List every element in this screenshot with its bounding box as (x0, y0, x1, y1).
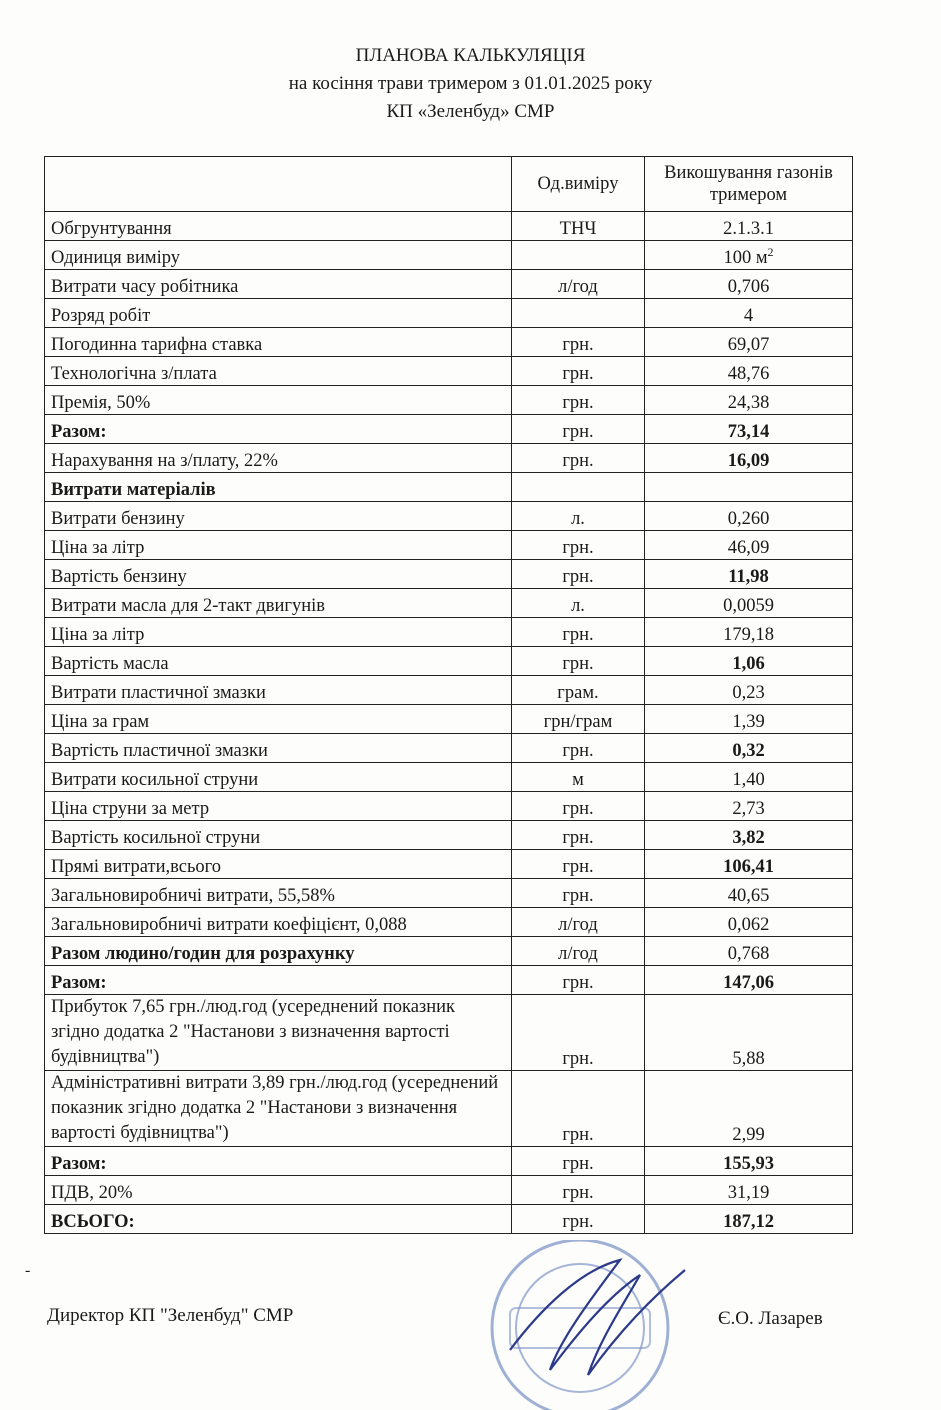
row-value (645, 879, 853, 908)
row-unit: грн. (512, 1176, 645, 1205)
row-label: Вартість масла (45, 647, 512, 676)
row-value (645, 589, 853, 618)
stamp-and-signature (470, 1240, 690, 1410)
table-row (45, 299, 853, 328)
row-label: Прямі витрати,всього (45, 850, 512, 879)
row-value-text: 1,40 (732, 770, 765, 790)
row-value-text: 1,06 (732, 654, 765, 674)
row-value-text: 100 м (723, 248, 768, 268)
table-row (45, 589, 853, 618)
row-value-text: 0,768 (727, 944, 770, 964)
row-label: Витрати пластичної змазки (45, 676, 512, 705)
row-value (645, 1071, 853, 1147)
row-unit: грн. (512, 1147, 645, 1176)
row-value-text: 2,73 (732, 799, 765, 819)
row-unit: л/год (512, 908, 645, 937)
row-value (645, 821, 853, 850)
row-unit: грн. (512, 328, 645, 357)
header-unit: Од.виміру (512, 157, 645, 212)
row-label: Технологічна з/плата (45, 357, 512, 386)
row-unit: грн. (512, 444, 645, 473)
row-value-text: 40,65 (727, 886, 770, 906)
row-value (645, 966, 853, 995)
row-value (645, 734, 853, 763)
row-unit (512, 241, 645, 270)
row-value (645, 415, 853, 444)
director-name: Є.О. Лазарев (718, 1308, 823, 1329)
table-row (45, 850, 853, 879)
row-label: Разом: (45, 1147, 512, 1176)
row-value (645, 212, 853, 241)
row-label: Одиниця виміру (45, 241, 512, 270)
row-unit: л. (512, 589, 645, 618)
row-label: Разом людино/годин для розрахунку (45, 937, 512, 966)
table-header-row (45, 157, 853, 212)
document-header (0, 42, 941, 126)
row-value (645, 995, 853, 1071)
row-value-text: 0,706 (727, 277, 770, 297)
table-row (45, 1205, 853, 1234)
row-value (645, 386, 853, 415)
table-row (45, 763, 853, 792)
row-unit (512, 299, 645, 328)
row-unit: грн. (512, 357, 645, 386)
row-value (645, 473, 853, 502)
table-row (45, 908, 853, 937)
row-unit: грам. (512, 676, 645, 705)
row-unit: ТНЧ (512, 212, 645, 241)
table-row (45, 1176, 853, 1205)
row-label: Ціна струни за метр (45, 792, 512, 821)
row-label: Витрати бензину (45, 502, 512, 531)
table-row (45, 241, 853, 270)
row-unit: грн/грам (512, 705, 645, 734)
row-unit: грн. (512, 560, 645, 589)
row-value-text: 147,06 (723, 973, 774, 993)
table-row (45, 879, 853, 908)
row-unit: грн. (512, 618, 645, 647)
row-value (645, 618, 853, 647)
page-subtitle: на косіння трави тримером з 01.01.2025 року (288, 73, 653, 94)
table-row (45, 676, 853, 705)
row-value-text: 46,09 (727, 538, 770, 558)
row-label: Розряд робіт (45, 299, 512, 328)
table-row (45, 937, 853, 966)
director-title: Директор КП "Зеленбуд" СМР (47, 1305, 294, 1326)
table-row (45, 502, 853, 531)
row-value-text: 106,41 (723, 857, 774, 877)
row-value (645, 502, 853, 531)
row-label: Загальновиробничі витрати, 55,58% (45, 879, 512, 908)
row-value (645, 270, 853, 299)
row-unit: грн. (512, 879, 645, 908)
row-value (645, 763, 853, 792)
row-value-text: 179,18 (723, 625, 774, 645)
table-row (45, 386, 853, 415)
table-row (45, 734, 853, 763)
row-value-text: 16,09 (727, 451, 770, 471)
row-label: Ціна за літр (45, 531, 512, 560)
table-row (45, 618, 853, 647)
calculation-table (44, 156, 853, 1234)
row-value (645, 560, 853, 589)
table-row (45, 444, 853, 473)
row-value-text: 69,07 (727, 335, 770, 355)
row-label: Премія, 50% (45, 386, 512, 415)
row-value-text: 2,99 (732, 1125, 765, 1145)
row-label: Вартість бензину (45, 560, 512, 589)
table-row (45, 531, 853, 560)
row-unit: л/год (512, 937, 645, 966)
row-unit: грн. (512, 1071, 645, 1147)
row-unit (512, 473, 645, 502)
row-value-text: 73,14 (727, 422, 770, 442)
page-title: ПЛАНОВА КАЛЬКУЛЯЦІЯ (355, 45, 586, 66)
row-value-text: 24,38 (727, 393, 770, 413)
row-value-text: 2.1.3.1 (723, 219, 774, 239)
row-value-text: 48,76 (727, 364, 770, 384)
row-value-text: 11,98 (728, 567, 769, 587)
header-value: Викошування газонів тримером (645, 157, 853, 212)
table-row (45, 212, 853, 241)
row-unit: грн. (512, 734, 645, 763)
row-unit: грн. (512, 821, 645, 850)
row-unit: л/год (512, 270, 645, 299)
row-unit: грн. (512, 531, 645, 560)
row-value (645, 299, 853, 328)
row-unit: грн. (512, 415, 645, 444)
table-row (45, 966, 853, 995)
row-value-text: 4 (743, 306, 754, 326)
row-value (645, 908, 853, 937)
header-empty-cell (45, 157, 512, 212)
signature-icon (510, 1260, 685, 1375)
row-value (645, 1176, 853, 1205)
row-value (645, 676, 853, 705)
row-value-text: 0,23 (732, 683, 765, 703)
row-value-text: 155,93 (723, 1154, 774, 1174)
row-label: Разом: (45, 966, 512, 995)
table-row (45, 328, 853, 357)
row-value (645, 705, 853, 734)
row-value-text: 31,19 (727, 1183, 770, 1203)
row-label: Загальновиробничі витрати коефіцієнт, 0,088 (45, 908, 512, 937)
table-row (45, 792, 853, 821)
row-value (645, 444, 853, 473)
row-value-text: 0,062 (727, 915, 770, 935)
row-label: ВСЬОГО: (45, 1205, 512, 1234)
row-label: Витрати матеріалів (45, 473, 512, 502)
table-row (45, 473, 853, 502)
table-row (45, 560, 853, 589)
row-value (645, 850, 853, 879)
row-label: Ціна за грам (45, 705, 512, 734)
row-label: Нарахування на з/плату, 22% (45, 444, 512, 473)
margin-mark: - (25, 1262, 31, 1279)
row-label: Вартість косильної струни (45, 821, 512, 850)
row-unit: грн. (512, 647, 645, 676)
row-value (645, 937, 853, 966)
table-row (45, 415, 853, 444)
stamp-icon (492, 1240, 668, 1410)
row-label: Разом: (45, 415, 512, 444)
row-value-text: 1,39 (732, 712, 765, 732)
row-value (645, 1147, 853, 1176)
row-value (645, 1205, 853, 1234)
row-value (645, 531, 853, 560)
row-value (645, 647, 853, 676)
row-value-text: 187,12 (723, 1212, 774, 1232)
row-unit: грн. (512, 386, 645, 415)
row-unit: грн. (512, 966, 645, 995)
row-unit: л. (512, 502, 645, 531)
row-value-text: 0,260 (727, 509, 770, 529)
row-unit: м (512, 763, 645, 792)
row-label: Обгрунтування (45, 212, 512, 241)
table-row (45, 705, 853, 734)
row-label: Витрати косильної струни (45, 763, 512, 792)
table-row (45, 995, 853, 1071)
row-label: Прибуток 7,65 грн./люд.год (усереднений показник згідно додатка 2 "Настанови з визначення вартості будівництва") (45, 995, 512, 1071)
row-unit: грн. (512, 995, 645, 1071)
row-label: Витрати часу робітника (45, 270, 512, 299)
table-row (45, 647, 853, 676)
row-label: Ціна за літр (45, 618, 512, 647)
table-row (45, 1071, 853, 1147)
row-value (645, 357, 853, 386)
table-row (45, 357, 853, 386)
row-unit: грн. (512, 850, 645, 879)
row-value-text: 0,0059 (723, 596, 774, 616)
table-row (45, 270, 853, 299)
row-value-text: 3,82 (732, 828, 765, 848)
row-value (645, 328, 853, 357)
row-label: Погодинна тарифна ставка (45, 328, 512, 357)
row-unit: грн. (512, 792, 645, 821)
row-label: Витрати масла для 2-такт двигунів (45, 589, 512, 618)
row-value-superscript: 2 (767, 244, 774, 259)
row-label: Вартість пластичної змазки (45, 734, 512, 763)
row-value (645, 792, 853, 821)
table-row (45, 821, 853, 850)
row-value-text: 0,32 (732, 741, 765, 761)
table-row (45, 1147, 853, 1176)
row-label: ПДВ, 20% (45, 1176, 512, 1205)
row-value (645, 241, 853, 270)
organization-name: КП «Зеленбуд» СМР (386, 101, 555, 122)
row-value-text: 5,88 (732, 1049, 765, 1069)
row-unit: грн. (512, 1205, 645, 1234)
row-label: Адміністративні витрати 3,89 грн./люд.год (усереднений показник згідно додатка 2 "Настанови з визначення вартості будівництва") (45, 1071, 512, 1147)
